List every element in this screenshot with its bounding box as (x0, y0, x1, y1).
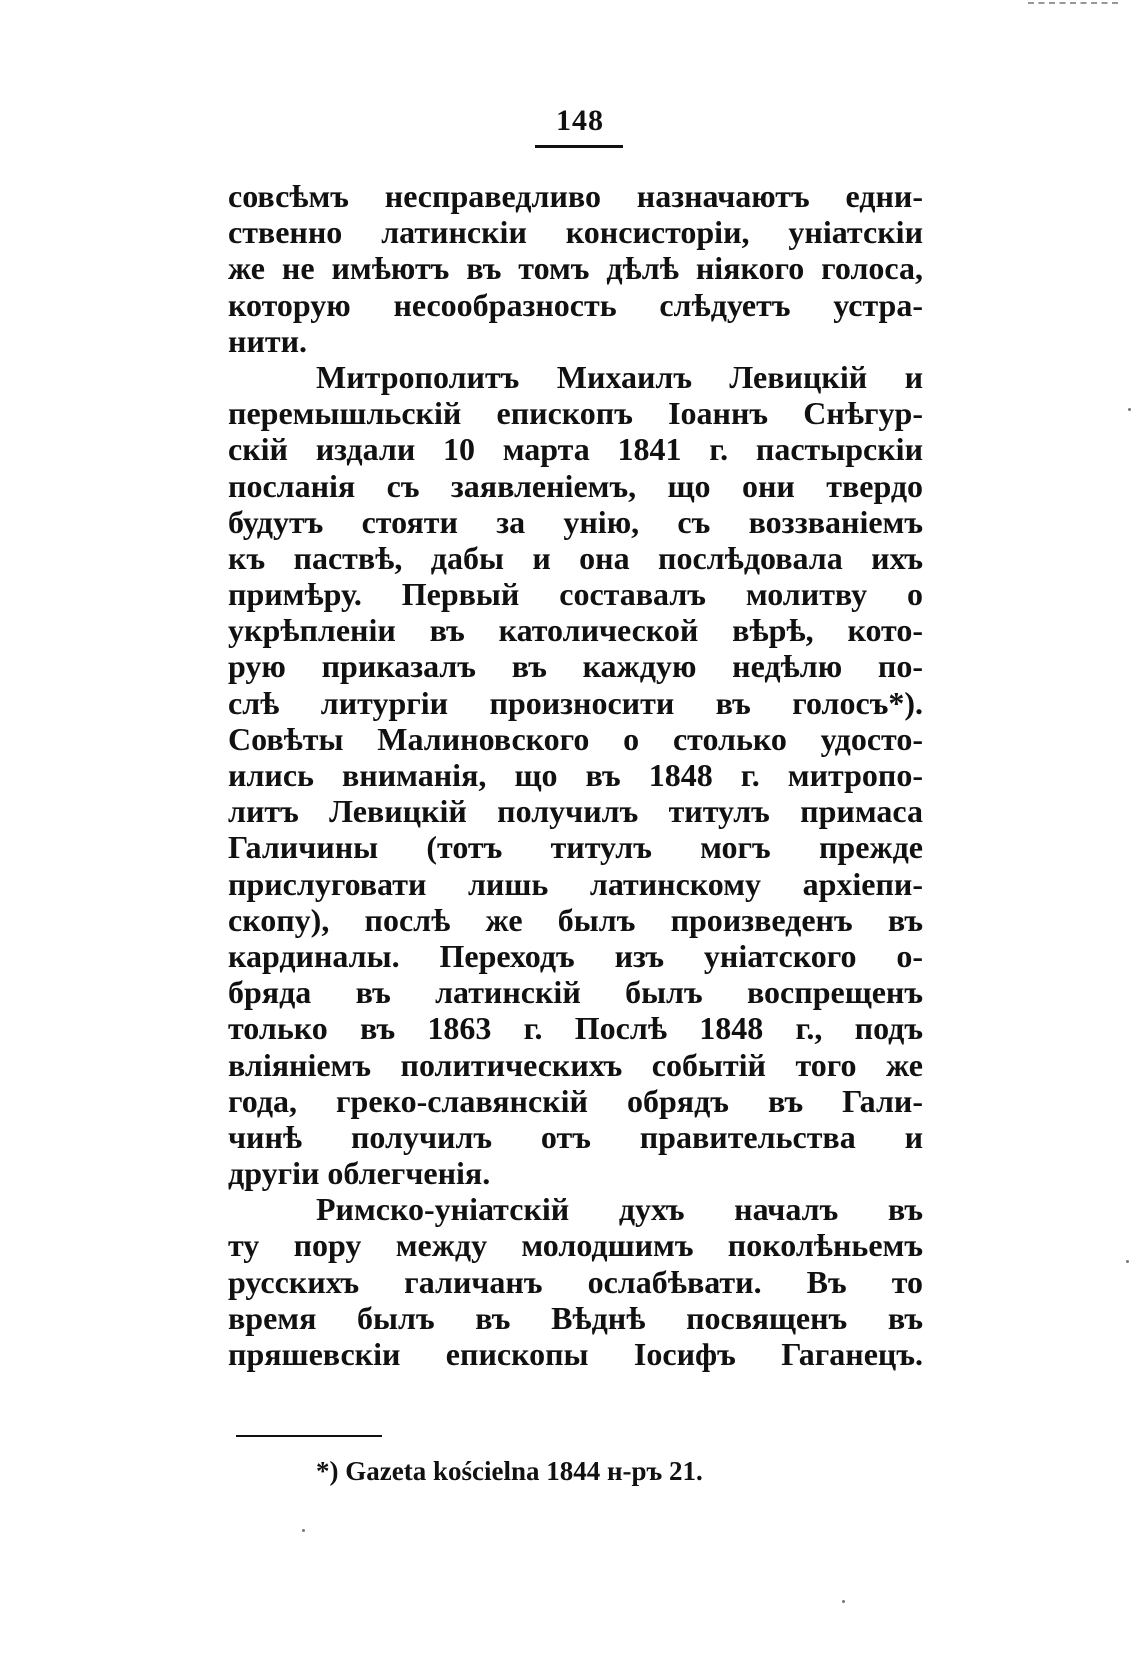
margin-speck (302, 1529, 305, 1532)
text-line: которую несообразность слѣдуетъ устра- (228, 286, 923, 323)
text-line: Римско-унiатскiй духъ началъ въ (316, 1191, 923, 1228)
text-line: влiянiемъ политическихъ событiй того же (228, 1046, 923, 1083)
text-line: литъ Левицкiй получилъ титулъ примаса (228, 793, 923, 830)
text-line: только въ 1863 г. Послѣ 1848 г., подъ (228, 1010, 923, 1047)
text-line: будутъ стояти за унiю, съ воззванiемъ (228, 503, 923, 540)
margin-speck (1126, 1260, 1129, 1263)
text-line: укрѣпленiи въ католической вѣрѣ, кото- (228, 612, 923, 649)
margin-speck (842, 1600, 845, 1603)
text-line: перемышльскiй епископъ Iоаннъ Снѣгур- (228, 395, 923, 432)
text-line: совсѣмъ несправедливо назначаютъ едни- (228, 178, 923, 214)
text-line: скопу), послѣ же былъ произведенъ въ (228, 901, 923, 938)
page-number-underline (535, 145, 623, 148)
text-line: же не имѣютъ въ томъ дѣлѣ нiякого голоса, (228, 250, 923, 287)
text-line: пряшевскiи епископы Iосифъ Гаганецъ. (228, 1336, 923, 1372)
text-line: время былъ въ Вѣднѣ посвященъ въ (228, 1299, 923, 1336)
text-line: къ паствѣ, дабы и она послѣдовала ихъ (228, 539, 923, 576)
text-line: рую приказалъ въ каждую недѣлю по- (228, 648, 923, 685)
main-text (228, 178, 923, 1372)
text-line: Совѣты Малиновского о столько удосто- (228, 720, 923, 757)
scan-corner-mark (1028, 2, 1118, 8)
text-line: Галичины (тотъ титулъ могъ прежде (228, 829, 923, 866)
text-line: примѣру. Первый составалъ молитву о (228, 576, 923, 613)
margin-speck (1128, 408, 1131, 411)
text-line: бряда въ латинскiй былъ воспрещенъ (228, 974, 923, 1011)
text-line: чинѣ получилъ отъ правительства и (228, 1118, 923, 1155)
text-line: русскихъ галичанъ ослабѣвати. Въ то (228, 1263, 923, 1300)
text-line: ту пору между молодшимъ поколѣньемъ (228, 1227, 923, 1264)
text-line: скiй издали 10 марта 1841 г. пастырскiи (228, 431, 923, 468)
text-line: Митрополитъ Михаилъ Левицкiй и (316, 358, 923, 395)
text-line: кардиналы. Переходъ изъ унiатского о- (228, 937, 923, 974)
text-line: другiи облегченiя. (228, 1155, 491, 1192)
text-line: прислуговати лишь латинскому архiепи- (228, 865, 923, 902)
text-line: посланiя съ заявленiемъ, що они твердо (228, 467, 923, 504)
footnote-separator (236, 1435, 382, 1437)
page-number: 148 (556, 104, 604, 137)
text-line: ственно латинскiи консисторiи, унiатскiи (228, 214, 923, 251)
text-line: года, греко-славянскiй обрядъ въ Гали- (228, 1082, 923, 1119)
text-line: слѣ литургiи произносити въ голосъ*). (228, 684, 923, 721)
footnote: *) Gazeta kościelna 1844 н-ръ 21. (316, 1456, 703, 1486)
text-line: ились вниманiя, що въ 1848 г. митропо- (228, 757, 923, 793)
text-line: нити. (228, 322, 308, 359)
